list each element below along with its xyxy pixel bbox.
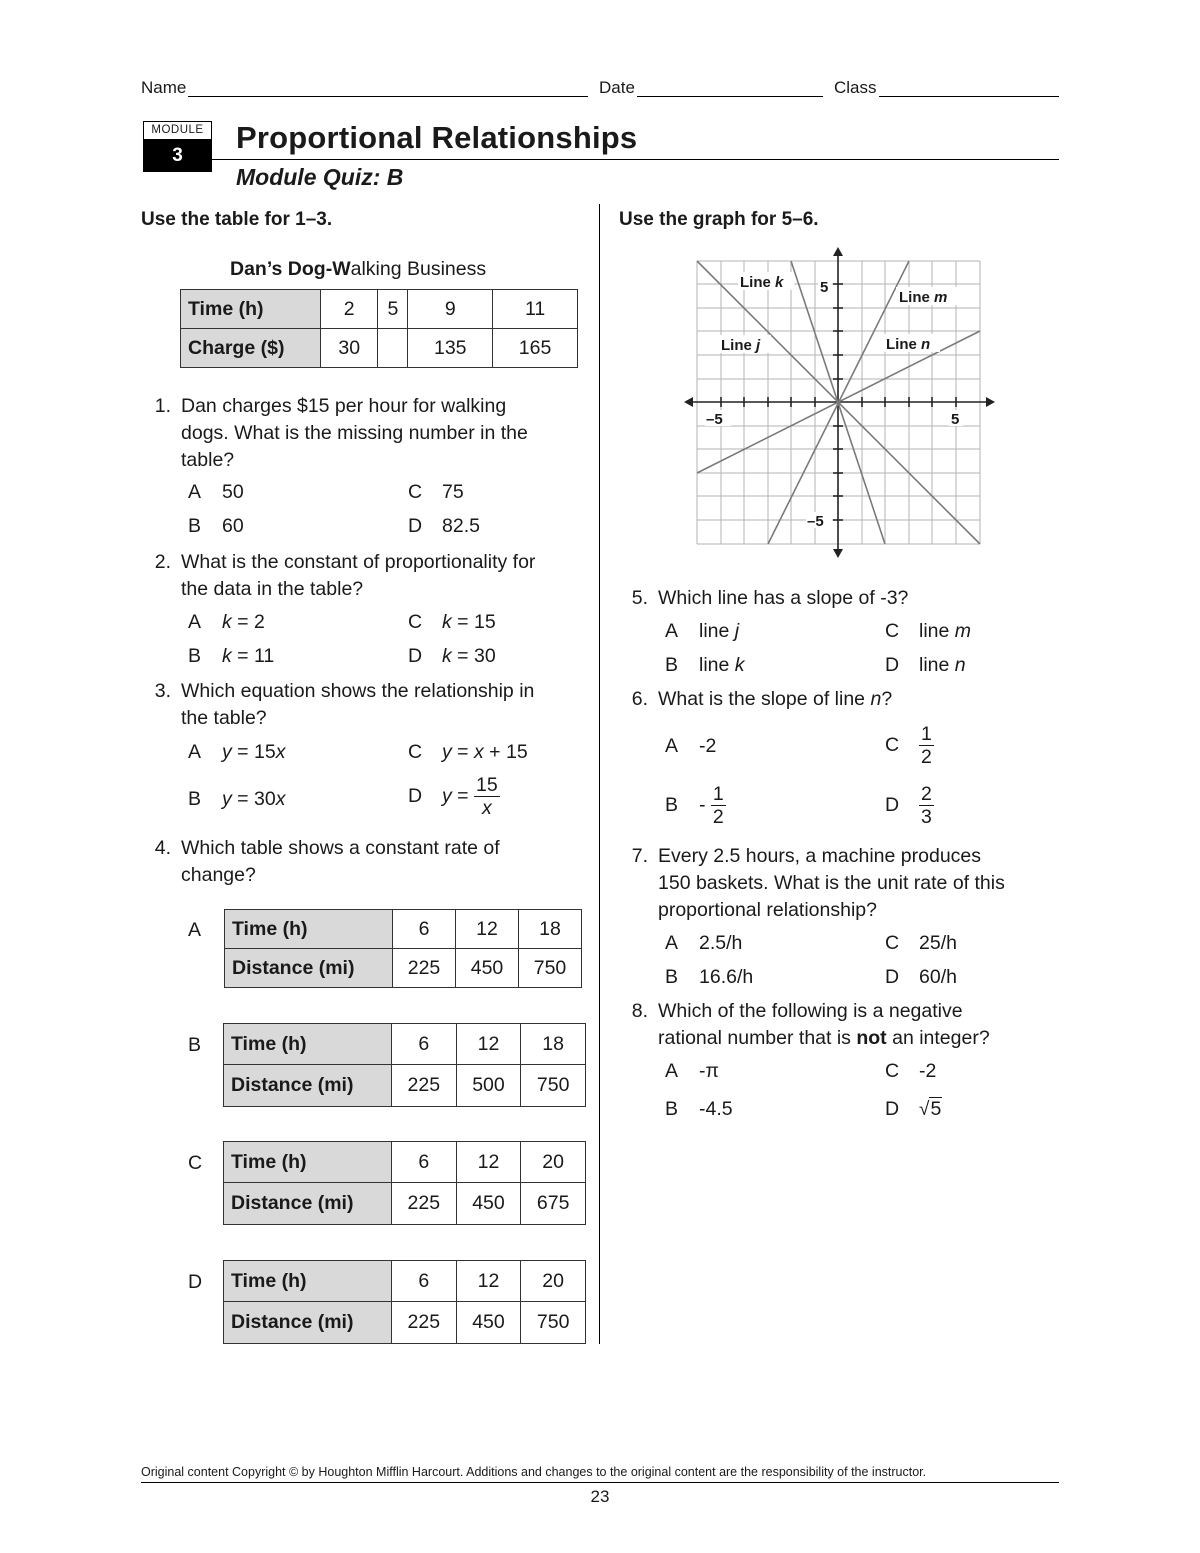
label-var: j — [756, 337, 761, 354]
table-cell: 135 — [408, 329, 493, 368]
table-cell: 2 — [321, 290, 378, 329]
table-cell: 450 — [456, 949, 519, 988]
q1-option-c[interactable] — [408, 481, 464, 504]
question-text — [658, 998, 990, 1052]
table-cell: 750 — [521, 1065, 586, 1107]
text: an integer? — [886, 1027, 990, 1049]
label-var: k — [775, 274, 784, 291]
q4-option-a-letter[interactable]: A — [188, 919, 202, 941]
fraction — [919, 723, 934, 768]
option-letter: C — [408, 481, 423, 503]
table-cell: 20 — [521, 1261, 586, 1302]
q1-option-d[interactable] — [408, 515, 480, 538]
q8-option-d[interactable] — [885, 1098, 942, 1121]
q3-option-d[interactable] — [408, 774, 500, 819]
question-text — [658, 686, 892, 713]
option-value: 50 — [222, 481, 244, 503]
tick-label-y5: 5 — [820, 279, 829, 296]
q6-option-a[interactable] — [665, 735, 716, 758]
option-value: -4.5 — [699, 1098, 733, 1120]
table-cell: 225 — [392, 1065, 457, 1107]
option-letter: B — [665, 794, 679, 816]
table-cell: 450 — [456, 1183, 521, 1225]
var-x: x — [275, 741, 286, 763]
option-letter: D — [885, 654, 900, 676]
equals-sign: = — [457, 785, 469, 807]
option-letter: B — [188, 515, 202, 537]
table-cell: 225 — [392, 1302, 457, 1344]
equals-sign: = — [237, 645, 249, 667]
question-text: Which line has a slope of -3? — [658, 587, 909, 609]
table-cell: 6 — [392, 1261, 457, 1302]
arrow-up-icon — [833, 247, 843, 256]
var-y: y — [442, 741, 452, 763]
table-cell: 225 — [392, 1183, 457, 1225]
option-value: -π — [699, 1060, 719, 1082]
option-letter: B — [665, 1098, 679, 1120]
q5-option-d[interactable] — [885, 654, 966, 677]
q4-table-d[interactable] — [223, 1260, 586, 1344]
arrow-left-icon — [684, 397, 693, 407]
question-text-line: dogs. What is the missing number in the — [181, 422, 528, 444]
q5-option-b[interactable] — [665, 654, 745, 677]
denominator: 3 — [921, 806, 932, 828]
var-n: n — [870, 688, 882, 710]
label-text: Line — [886, 336, 917, 353]
copyright-notice: Original content Copyright © by Houghton Mifflin Harcourt. Additions and changes to the original content are the responsibility of the instructor. — [141, 1465, 927, 1479]
tick-label-xneg5: –5 — [706, 411, 723, 428]
text-bold: not — [856, 1027, 887, 1049]
numerator: 1 — [921, 723, 932, 745]
option-letter: A — [665, 932, 679, 954]
row-label-time: Time (h) — [225, 910, 393, 949]
table-cell: 675 — [521, 1183, 586, 1225]
question-text-line: What is the constant of proportionality for — [181, 551, 536, 573]
option-value: n — [954, 654, 966, 676]
option-value: -2 — [699, 735, 717, 757]
row-label-time: Time (h) — [224, 1142, 392, 1183]
table-cell-missing — [378, 329, 408, 368]
row-label-distance: Distance (mi) — [224, 1065, 392, 1107]
row-label-distance: Distance (mi) — [224, 1183, 392, 1225]
question-text — [181, 835, 500, 889]
table-cell: 6 — [392, 1142, 457, 1183]
numerator: 2 — [921, 783, 932, 805]
question-number: 1. — [154, 395, 171, 417]
q4-option-c-letter[interactable]: C — [188, 1152, 203, 1174]
option-word: line — [699, 620, 730, 642]
option-word: line — [699, 654, 730, 676]
arrow-down-icon — [833, 549, 843, 558]
option-letter: C — [885, 1060, 900, 1082]
question-text-line: Every 2.5 hours, a machine produces — [658, 845, 982, 867]
q8-option-b[interactable] — [665, 1098, 733, 1121]
table-cell: 12 — [456, 1024, 521, 1065]
var-x: x — [473, 741, 484, 763]
q4-table-b[interactable] — [223, 1023, 586, 1107]
equals-sign: = — [457, 741, 469, 763]
table-cell: 12 — [456, 1142, 521, 1183]
text: What is the slope of line — [658, 688, 871, 710]
q4-table-a[interactable] — [224, 909, 582, 988]
equals-sign: = — [457, 611, 469, 633]
table-caption — [230, 258, 486, 281]
q7-option-a[interactable] — [665, 932, 742, 955]
option-value: 75 — [442, 481, 464, 503]
option-value: j — [734, 620, 740, 642]
table-cell: 30 — [321, 329, 378, 368]
question-text — [181, 549, 535, 603]
option-letter: C — [885, 620, 900, 642]
option-letter: A — [188, 741, 202, 763]
question-text-line: the table? — [181, 707, 267, 729]
question-text-line: 150 baskets. What is the unit rate of this — [658, 872, 1005, 894]
option-value: 30 — [253, 788, 276, 810]
table-cell: 500 — [456, 1065, 521, 1107]
footer-rule — [141, 1482, 1059, 1483]
q5-option-c[interactable] — [885, 620, 971, 643]
option-letter: A — [665, 1060, 679, 1082]
question-number: 5. — [631, 587, 648, 609]
question-text — [181, 393, 528, 474]
question-number: 3. — [154, 680, 171, 702]
var-y: y — [222, 741, 232, 763]
tick-label-yneg5: –5 — [807, 513, 824, 530]
option-letter: D — [885, 794, 900, 816]
module-number: 3 — [143, 140, 212, 172]
question-text-line — [658, 1025, 990, 1052]
option-letter: B — [188, 645, 202, 667]
q3-option-b[interactable] — [188, 788, 285, 811]
q1-option-a[interactable] — [188, 481, 244, 504]
minus-sign: - — [699, 794, 706, 816]
q7-option-d[interactable] — [885, 966, 957, 989]
option-letter: D — [408, 645, 423, 667]
denominator: 2 — [921, 746, 932, 768]
row-label-time: Time (h) — [224, 1024, 392, 1065]
plus-sign: + — [489, 741, 501, 763]
option-value: m — [954, 620, 972, 642]
option-value: 25/h — [919, 932, 957, 954]
radicand: 5 — [930, 1098, 942, 1120]
date-label: Date — [599, 78, 635, 97]
option-letter: C — [408, 611, 423, 633]
option-letter: D — [885, 1098, 900, 1120]
label-text: Line — [740, 274, 771, 291]
option-value: 15 — [505, 741, 528, 763]
var-k: k — [222, 645, 232, 667]
equals-sign: = — [237, 611, 249, 633]
left-section-title: Use the table for 1–3. — [141, 209, 333, 230]
option-letter: C — [885, 932, 900, 954]
option-letter: A — [665, 620, 679, 642]
question-number: 7. — [631, 845, 648, 867]
question-number: 6. — [631, 688, 648, 710]
question-text-line: change? — [181, 864, 256, 886]
dog-walking-table — [180, 289, 578, 368]
column-divider — [599, 204, 600, 1344]
q8-option-c[interactable] — [885, 1060, 936, 1083]
label-line-n — [886, 336, 930, 353]
question-number: 8. — [631, 1000, 648, 1022]
q6-option-d[interactable] — [885, 783, 934, 828]
option-letter: C — [408, 741, 423, 763]
row-label-time: Time (h) — [224, 1261, 392, 1302]
class-line[interactable] — [879, 96, 1059, 97]
q3-option-c[interactable] — [408, 741, 528, 764]
fraction — [474, 774, 500, 819]
table-cell: 6 — [392, 1024, 457, 1065]
title-rule — [212, 159, 1059, 160]
module-badge — [143, 121, 212, 172]
date-line[interactable] — [637, 96, 823, 97]
var-k: k — [442, 611, 452, 633]
table-header-charge: Charge ($) — [181, 329, 321, 368]
option-value: k — [734, 654, 745, 676]
row-label-distance: Distance (mi) — [225, 949, 393, 988]
option-letter: A — [188, 611, 202, 633]
denominator: x — [481, 797, 492, 819]
table-cell: 20 — [521, 1142, 586, 1183]
label-line-m — [899, 289, 947, 306]
table-cell: 450 — [456, 1302, 521, 1344]
table-caption-bold: Dan’s Dog-W — [230, 258, 351, 280]
question-text — [181, 678, 534, 732]
option-value: 15 — [473, 611, 496, 633]
option-letter: B — [665, 654, 679, 676]
coordinate-graph — [680, 245, 1000, 560]
var-x: x — [275, 788, 286, 810]
option-letter: D — [885, 966, 900, 988]
option-value: 11 — [253, 645, 275, 667]
class-label: Class — [834, 78, 877, 97]
numerator: 15 — [475, 774, 498, 796]
question-text-line: proportional relationship? — [658, 899, 877, 921]
page-title: Proportional Relationships — [236, 120, 638, 155]
option-value: 2 — [253, 611, 265, 633]
var-k: k — [222, 611, 232, 633]
option-letter: D — [408, 785, 423, 807]
label-line-k — [740, 274, 784, 291]
table-cell: 165 — [493, 329, 578, 368]
fraction — [711, 783, 726, 828]
page-number: 23 — [590, 1487, 610, 1506]
option-letter: A — [665, 735, 679, 757]
q2-option-d[interactable] — [408, 645, 496, 668]
label-text: Line — [899, 289, 930, 306]
arrow-right-icon — [986, 397, 995, 407]
q5-option-a[interactable] — [665, 620, 739, 643]
q7-option-c[interactable] — [885, 932, 957, 955]
name-line[interactable] — [188, 96, 588, 97]
var-y: y — [222, 788, 232, 810]
question-text-line: Dan charges $15 per hour for walking — [181, 395, 507, 417]
option-value: 15 — [253, 741, 276, 763]
option-word: line — [919, 654, 950, 676]
table-header-time: Time (h) — [181, 290, 321, 329]
option-value: 60 — [222, 515, 244, 537]
label-var: n — [921, 336, 931, 353]
q2-option-c[interactable] — [408, 611, 496, 634]
equals-sign: = — [237, 741, 249, 763]
q6-option-c[interactable] — [885, 723, 934, 768]
question-number: 2. — [154, 551, 171, 573]
option-letter: B — [665, 966, 679, 988]
text: rational number that is — [658, 1027, 857, 1049]
var-k: k — [442, 645, 452, 667]
tick-label-x5: 5 — [951, 411, 960, 428]
table-cell: 11 — [493, 290, 578, 329]
option-word: line — [919, 620, 950, 642]
option-value: 82.5 — [442, 515, 480, 537]
option-letter: B — [188, 788, 202, 810]
name-label: Name — [141, 78, 187, 97]
option-value: 30 — [473, 645, 496, 667]
label-line-j — [721, 337, 761, 354]
label-text: Line — [721, 337, 752, 354]
option-value: 60/h — [919, 966, 957, 988]
table-cell: 750 — [519, 949, 582, 988]
page-subtitle: Module Quiz: B — [236, 164, 404, 190]
table-cell: 225 — [393, 949, 456, 988]
q1-option-b[interactable] — [188, 515, 244, 538]
table-cell: 12 — [456, 910, 519, 949]
q6-option-b[interactable] — [665, 783, 726, 828]
option-letter: D — [408, 515, 423, 537]
q3-option-a[interactable] — [188, 741, 285, 764]
equals-sign: = — [457, 645, 469, 667]
option-letter: A — [188, 481, 202, 503]
question-text — [658, 843, 1005, 924]
text: ? — [881, 688, 893, 710]
table-cell: 5 — [378, 290, 408, 329]
q4-table-c[interactable] — [223, 1141, 586, 1225]
module-badge-label: MODULE — [143, 121, 212, 140]
option-value: 2.5/h — [699, 932, 743, 954]
label-var: m — [934, 289, 948, 306]
table-cell: 18 — [521, 1024, 586, 1065]
question-text-line: Which equation shows the relationship in — [181, 680, 535, 702]
right-section-title: Use the graph for 5–6. — [619, 209, 819, 230]
option-letter: C — [885, 734, 900, 756]
question-text-line: Which table shows a constant rate of — [181, 837, 500, 859]
denominator: 2 — [712, 806, 724, 828]
question-text-line: table? — [181, 449, 235, 471]
table-cell: 750 — [521, 1302, 586, 1344]
fraction — [919, 783, 934, 828]
table-cell: 18 — [519, 910, 582, 949]
question-text-line: Which of the following is a negative — [658, 1000, 963, 1022]
table-cell: 12 — [456, 1261, 521, 1302]
q4-option-d-letter[interactable]: D — [188, 1271, 203, 1293]
var-y: y — [442, 785, 452, 807]
q2-option-a[interactable] — [188, 611, 265, 634]
q4-option-b-letter[interactable]: B — [188, 1034, 202, 1056]
row-label-distance: Distance (mi) — [224, 1302, 392, 1344]
table-cell: 6 — [393, 910, 456, 949]
sqrt-icon: √ — [919, 1099, 930, 1120]
option-value: -2 — [919, 1060, 937, 1082]
q8-option-a[interactable] — [665, 1060, 719, 1083]
q2-option-b[interactable] — [188, 645, 274, 668]
table-cell: 9 — [408, 290, 493, 329]
question-number: 4. — [154, 837, 171, 859]
option-value: 16.6/h — [699, 966, 754, 988]
numerator: 1 — [712, 783, 724, 805]
table-caption-rest: alking Business — [350, 258, 487, 280]
question-text-line: the data in the table? — [181, 578, 364, 600]
q7-option-b[interactable] — [665, 966, 753, 989]
equals-sign: = — [237, 788, 249, 810]
